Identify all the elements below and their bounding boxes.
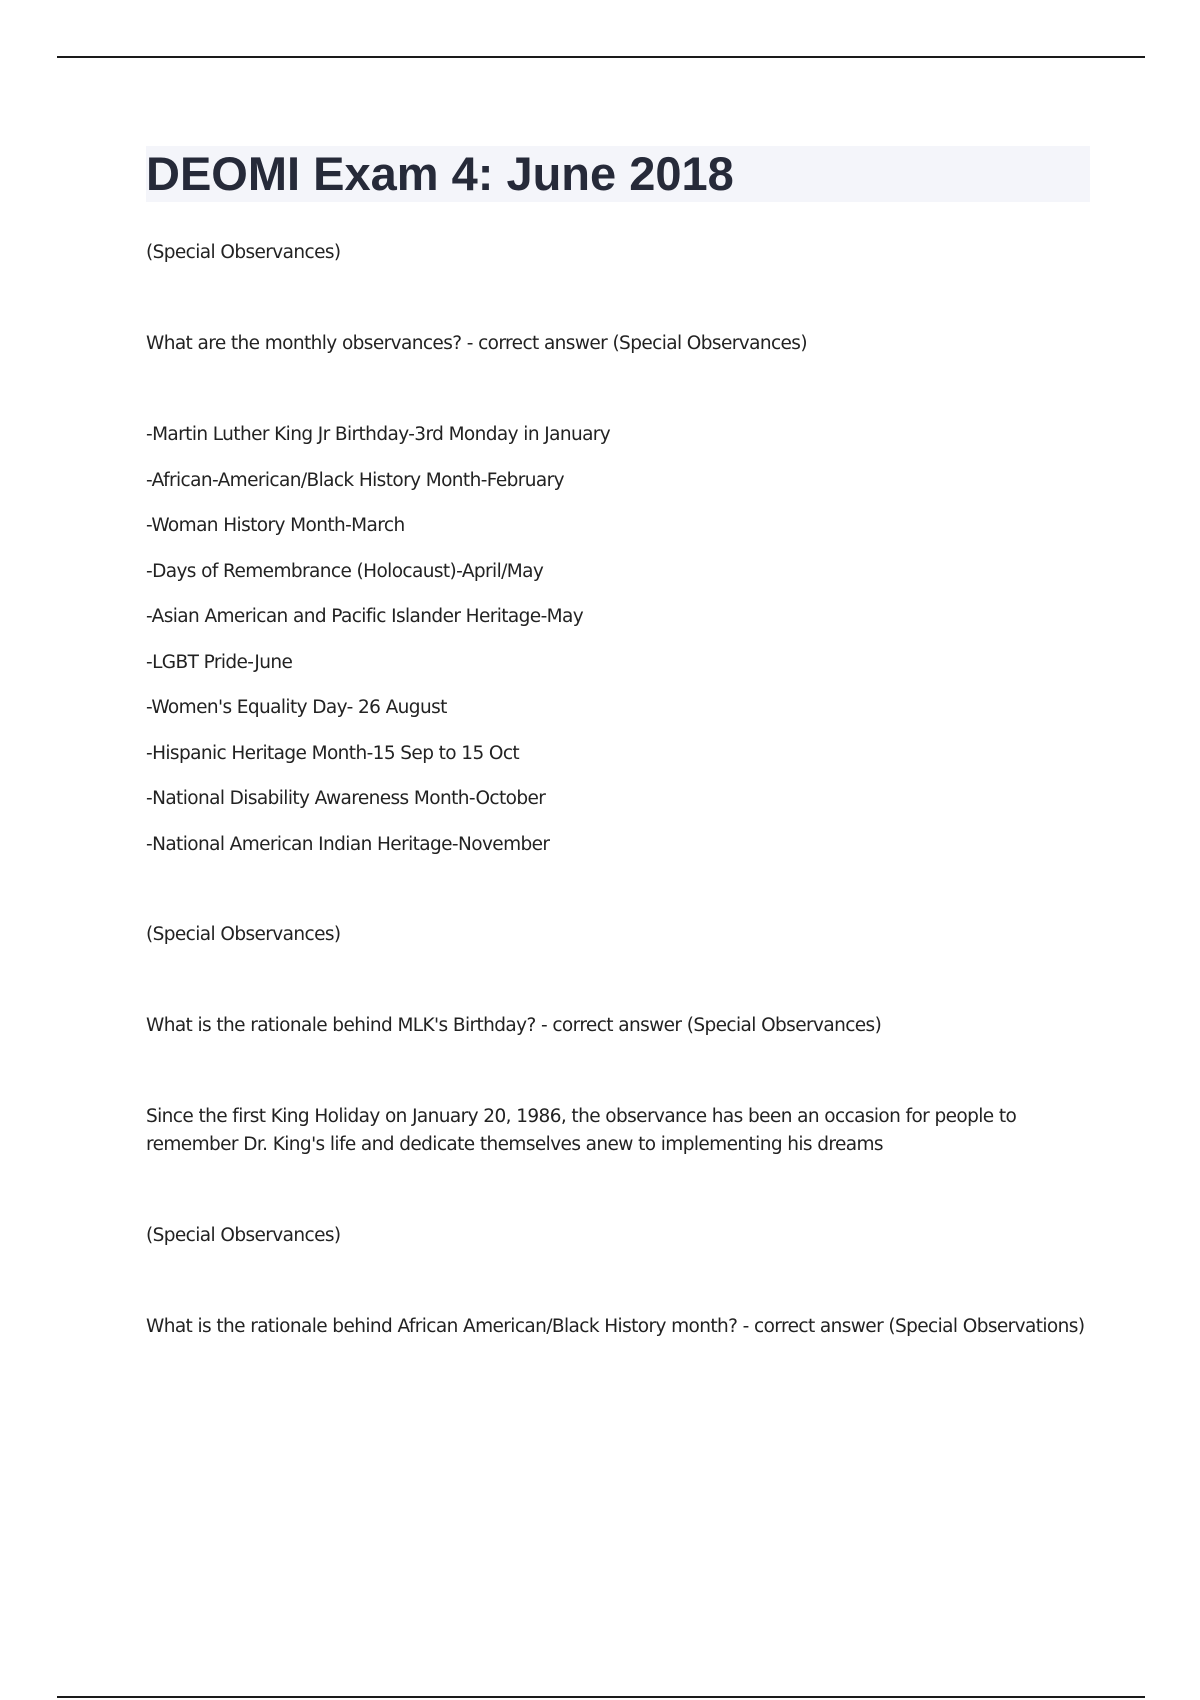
question-text: What are the monthly observances? - correct answer (Special Observances) (146, 333, 807, 354)
document-content (146, 146, 1090, 1341)
list-item: -National Disability Awareness Month-October (146, 788, 546, 809)
observances-list (146, 421, 1090, 876)
list-item: -Hispanic Heritage Month-15 Sep to 15 Oct (146, 742, 520, 764)
list-item: -National American Indian Heritage-November (146, 833, 550, 855)
list-item: -Women's Equality Day- 26 August (146, 697, 447, 718)
bottom-rule (57, 1696, 1145, 1698)
answer-text: Since the first King Holiday on January 20, 1986, the observance has been an occasion for people to remember Dr. King's life and dedicate themselves anew to implementing his dreams (146, 1106, 1017, 1155)
list-item: -Woman History Month-March (146, 515, 405, 536)
list-item: -Martin Luther King Jr Birthday-3rd Monday in January (146, 424, 611, 445)
list-item: -Asian American and Pacific Islander Heritage-May (146, 606, 584, 627)
list-item: -LGBT Pride-June (146, 651, 293, 673)
question-text: What is the rationale behind African American/Black History month? - correct answer (Special Observations) (146, 1316, 1085, 1337)
section-label: (Special Observances) (146, 1225, 341, 1246)
section-label: (Special Observances) (146, 924, 341, 945)
top-rule (57, 56, 1145, 58)
document-title: DEOMI Exam 4: June 2018 (146, 147, 734, 200)
list-item: -Days of Remembrance (Holocaust)-April/May (146, 560, 544, 582)
question-text: What is the rationale behind MLK's Birthday? - correct answer (Special Observances) (146, 1015, 882, 1036)
title-banner (146, 146, 1090, 202)
section-label: (Special Observances) (146, 242, 341, 263)
list-item: -African-American/Black History Month-February (146, 469, 564, 491)
